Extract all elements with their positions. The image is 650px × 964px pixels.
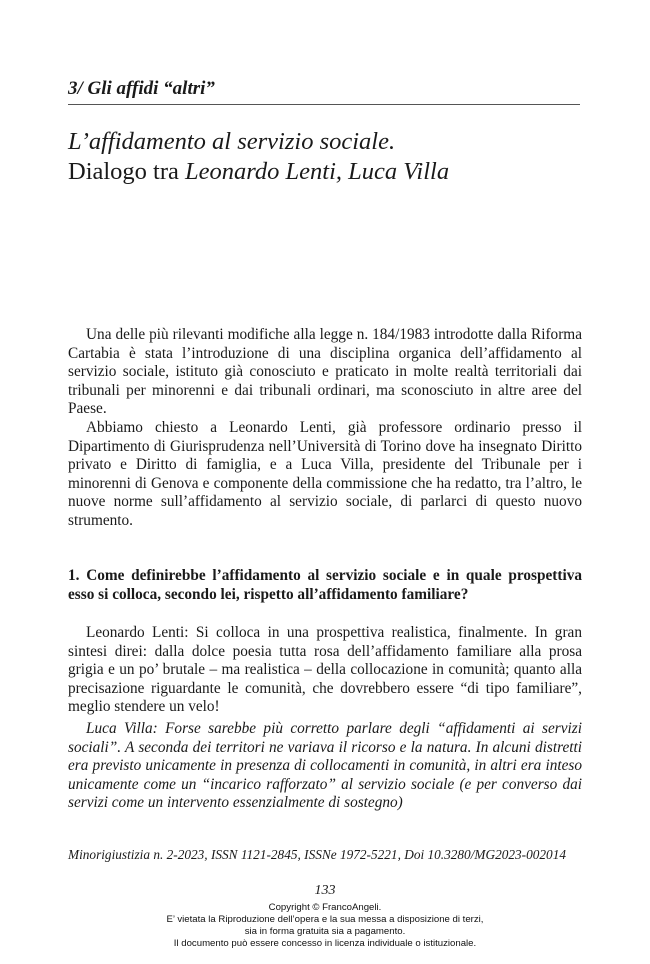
- copyright-notice: [0, 902, 650, 950]
- question-1: 1. Come definirebbe l’affidamento al servizio sociale e in quale prospettiva esso si colloca, secondo lei, rispetto all’affidamento familiare?: [68, 567, 582, 603]
- title-line-2: [68, 157, 583, 187]
- intro-paragraph-1: Una delle più rilevanti modifiche alla legge n. 184/1983 introdotte dalla Riforma Cartabia è stata l’introduzione di una disciplina organica dell’affidamento al servizio sociale, istituto già conosciuto e praticato in molte realtà territoriali dai tribunali per minorenni e dai tribunali ordinari, ma sconosciuto in altre aree del Paese.: [68, 326, 582, 418]
- copyright-line: Copyright © FrancoAngeli.: [268, 902, 382, 913]
- title-authors: Leonardo Lenti, Luca Villa: [185, 158, 450, 185]
- copyright-line: E’ vietata la Riproduzione dell’opera e la sua messa a disposizione di terzi,: [166, 914, 484, 925]
- answer-lenti-text: Leonardo Lenti: Si colloca in una prospettiva realistica, finalmente. In gran sintesi direi: dalla dolce poesia tutta rosa dell’affidamento familiare alla prosa grigia e un po’ brutale – ma realistica – della collocazione in comunità; quanto alla precisazione riguardante le comunità, che dovrebbero essere “di tipo familiare”, meglio stendere un velo!: [68, 624, 582, 716]
- title-prefix: Dialogo tra: [68, 158, 186, 185]
- answer-lenti: [68, 624, 582, 717]
- title-line-1: L’affidamento al servizio sociale.: [68, 128, 396, 155]
- answer-villa-text: Luca Villa: Forse sarebbe più corretto parlare degli “affidamenti ai servizi sociali”. A seconda dei territori ne variava il ricorso e la natura. In alcuni distretti era previsto unicamente in presenza di collocamenti in comunità, in altri era inteso unicamente come un “incarico rafforzato” al servizio sociale (e per converso dai servizi come un intervento essenzialmente di sostegno): [68, 720, 582, 812]
- journal-citation: Minorigiustizia n. 2-2023, ISSN 1121-2845, ISSNe 1972-5221, Doi 10.3280/MG2023-002014: [68, 847, 566, 862]
- section-heading: 3/ Gli affidi “altri”: [68, 78, 580, 105]
- page-number: 133: [314, 883, 336, 898]
- intro-text: [68, 326, 582, 531]
- article-title: [68, 127, 583, 187]
- copyright-line: sia in forma gratuita sia a pagamento.: [244, 926, 406, 937]
- copyright-line: Il documento può essere concesso in licenza individuale o istituzionale.: [173, 938, 477, 949]
- answer-villa: [68, 720, 582, 813]
- intro-paragraph-2: Abbiamo chiesto a Leonardo Lenti, già professore ordinario presso il Dipartimento di Giurisprudenza nell’Università di Torino dove ha insegnato Diritto privato e Diritto di famiglia, e a Luca Villa, presidente del Tribunale per i minorenni di Genova e componente della commissione che ha redatto, tra l’altro, le nuove norme sull’affidamento al servizio sociale, di parlarci di questo nuovo strumento.: [68, 418, 582, 529]
